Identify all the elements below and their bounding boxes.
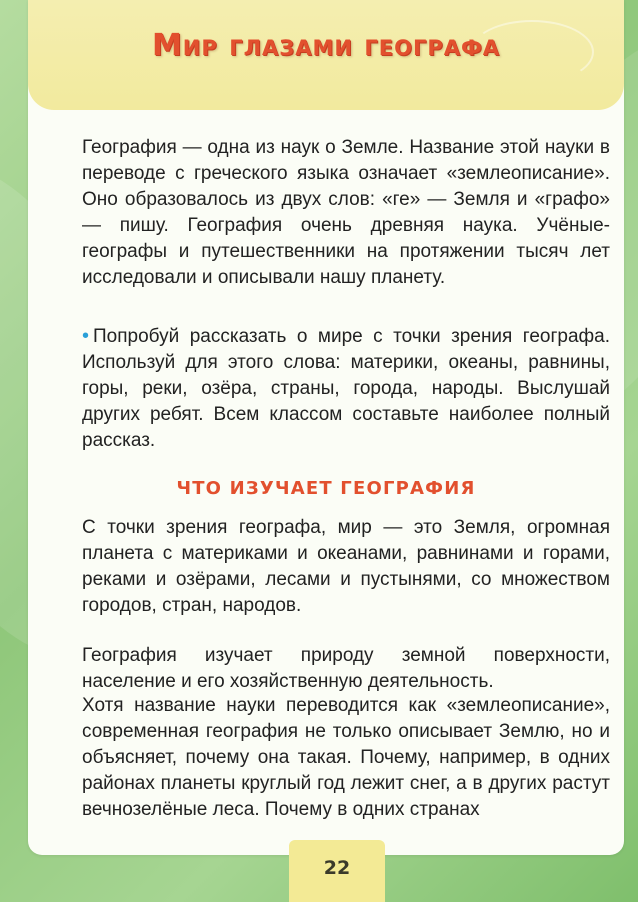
body-paragraph-world: С точки зрения географа, мир — это Земля, огромная планета с материками и океанами, равнинами и горами, реками и озёрами, лесами и пустынями, со множеством городов, стран, народов. — [82, 517, 610, 616]
page-title: Мир глазами географа — [151, 28, 501, 63]
body-paragraph-explains: Хотя название науки переводится как «землеописание», современная география не только описывает Землю, но и объясняет, почему она такая. Почему, например, в одних районах планеты круглый год лежит снег, а в других растут вечнозелёные леса. Почему в одних странах — [82, 695, 610, 820]
intro-paragraph: География — одна из наук о Земле. Название этой науки в переводе с греческого языка означает «землеописание». Оно образовалось из двух слов: «ге» — Земля и «графо» — пишу. География очень древняя наука. Учёные-географы и путешественники на протяжении тысяч лет исследовали и описывали нашу планету. — [82, 137, 610, 288]
section-heading: ЧТО ИЗУЧАЕТ ГЕОГРАФИЯ — [176, 478, 476, 499]
task-text: Попробуй рассказать о мире с точки зрения географа. Используй для этого слова: материки, океаны, равнины, горы, реки, озёра, страны, города, народы. Выслушай других ребят. Всем классом составьте наиболее полный рассказ. — [82, 326, 610, 451]
bullet-icon: • — [82, 325, 90, 347]
task-paragraph — [82, 323, 610, 454]
page-number: 22 — [323, 857, 351, 879]
body-paragraph-studies: География изучает природу земной поверхности, население и его хозяйственную деятельность. — [82, 645, 610, 692]
